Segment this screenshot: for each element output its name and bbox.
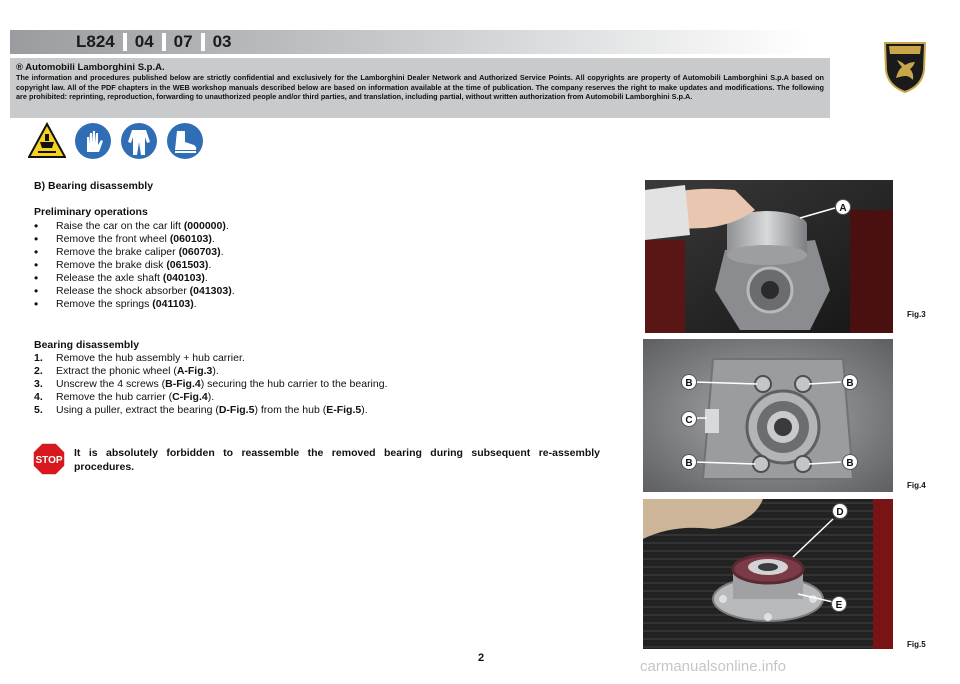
figure-4-label: Fig.4 — [907, 481, 926, 490]
hand-crush-warning-icon — [28, 122, 66, 160]
bullet-icon: • — [34, 297, 39, 311]
lamborghini-bull-logo — [882, 40, 928, 94]
code-separator — [201, 33, 205, 51]
list-item: • Release the axle shaft (040103). — [34, 271, 208, 285]
bullet-icon: • — [34, 219, 39, 233]
figure-5-label: Fig.5 — [907, 640, 926, 649]
figure-3-photo — [645, 180, 893, 333]
figure-3-label: Fig.3 — [907, 310, 926, 319]
preliminary-title: Preliminary operations — [34, 206, 148, 218]
section-title: B) Bearing disassembly — [34, 180, 154, 192]
callout-B: B — [846, 458, 854, 469]
code-subgroup: 07 — [173, 32, 193, 51]
bullet-icon: • — [34, 271, 39, 285]
watermark: carmanualsonline.info — [640, 658, 786, 675]
bullet-icon: • — [34, 232, 39, 246]
figure-5-photo — [643, 499, 893, 649]
bullet-icon: • — [34, 284, 39, 298]
stop-label: STOP — [35, 455, 63, 466]
bullet-icon: • — [34, 258, 39, 272]
code-separator — [162, 33, 166, 51]
document-code — [70, 31, 238, 53]
list-item: • Remove the springs (041103). — [34, 297, 197, 311]
step-item: 3. Unscrew the 4 screws (B-Fig.4) securing the hub carrier to the bearing. — [34, 378, 388, 390]
safety-icons — [28, 122, 204, 160]
callout-B: B — [685, 378, 693, 389]
callout-A: A — [839, 203, 847, 214]
list-item: • Remove the front wheel (060103). — [34, 232, 215, 246]
callout-B: B — [685, 458, 693, 469]
overalls-icon — [120, 122, 158, 160]
list-item: • Release the shock absorber (041303). — [34, 284, 235, 298]
list-item: • Remove the brake caliper (060703). — [34, 245, 224, 259]
bullet-icon: • — [34, 245, 39, 259]
callout-C: C — [685, 415, 693, 426]
callout-E: E — [835, 600, 843, 611]
step-item: 4. Remove the hub carrier (C-Fig.4). — [34, 391, 215, 403]
step-item: 1. Remove the hub assembly + hub carrier. — [34, 352, 245, 364]
step-item: 5. Using a puller, extract the bearing (D-Fig.5) from the hub (E-Fig.5). — [34, 404, 368, 416]
disassembly-steps — [34, 352, 388, 417]
warning-text: It is absolutely forbidden to reassemble the removed bearing during subsequent re-assembly procedures. — [74, 447, 600, 473]
notice-title: ® Automobili Lamborghini S.p.A. — [16, 62, 165, 73]
preliminary-list — [34, 220, 235, 311]
callout-B: B — [846, 378, 854, 389]
disassembly-title: Bearing disassembly — [34, 339, 140, 351]
step-item: 2. Extract the phonic wheel (A-Fig.3). — [34, 365, 219, 377]
gloves-icon — [74, 122, 112, 160]
code-operation: 03 — [212, 32, 232, 51]
figure-4-photo — [643, 339, 893, 492]
code-model: L824 — [76, 32, 115, 51]
notice-body: The information and procedures published below are strictly confidential and exclusively for the Lamborghini Dealer Network and Authorized Service Points. All copyrights are property of Automobili Lamborghini S.p.A based on copyright law. All of the PDF chapters in the WEB workshop manuals described below are based on information available at the time of publication. The company reserves the right to make updates and modifications. The following are prohibited: reprinting, reproduction, forwarding to unauthorized people and/or third parties, and translation, including partial, without written authorization from Automobili Lamborghini S.p.A. — [16, 73, 824, 102]
list-item: • Raise the car on the car lift (000000). — [34, 219, 229, 233]
page-number: 2 — [478, 652, 485, 664]
code-separator — [123, 33, 127, 51]
list-item: • Remove the brake disk (061503). — [34, 258, 212, 272]
stop-sign-icon — [32, 442, 66, 476]
callout-D: D — [836, 507, 844, 518]
code-group: 04 — [134, 32, 154, 51]
safety-shoe-icon — [166, 122, 204, 160]
